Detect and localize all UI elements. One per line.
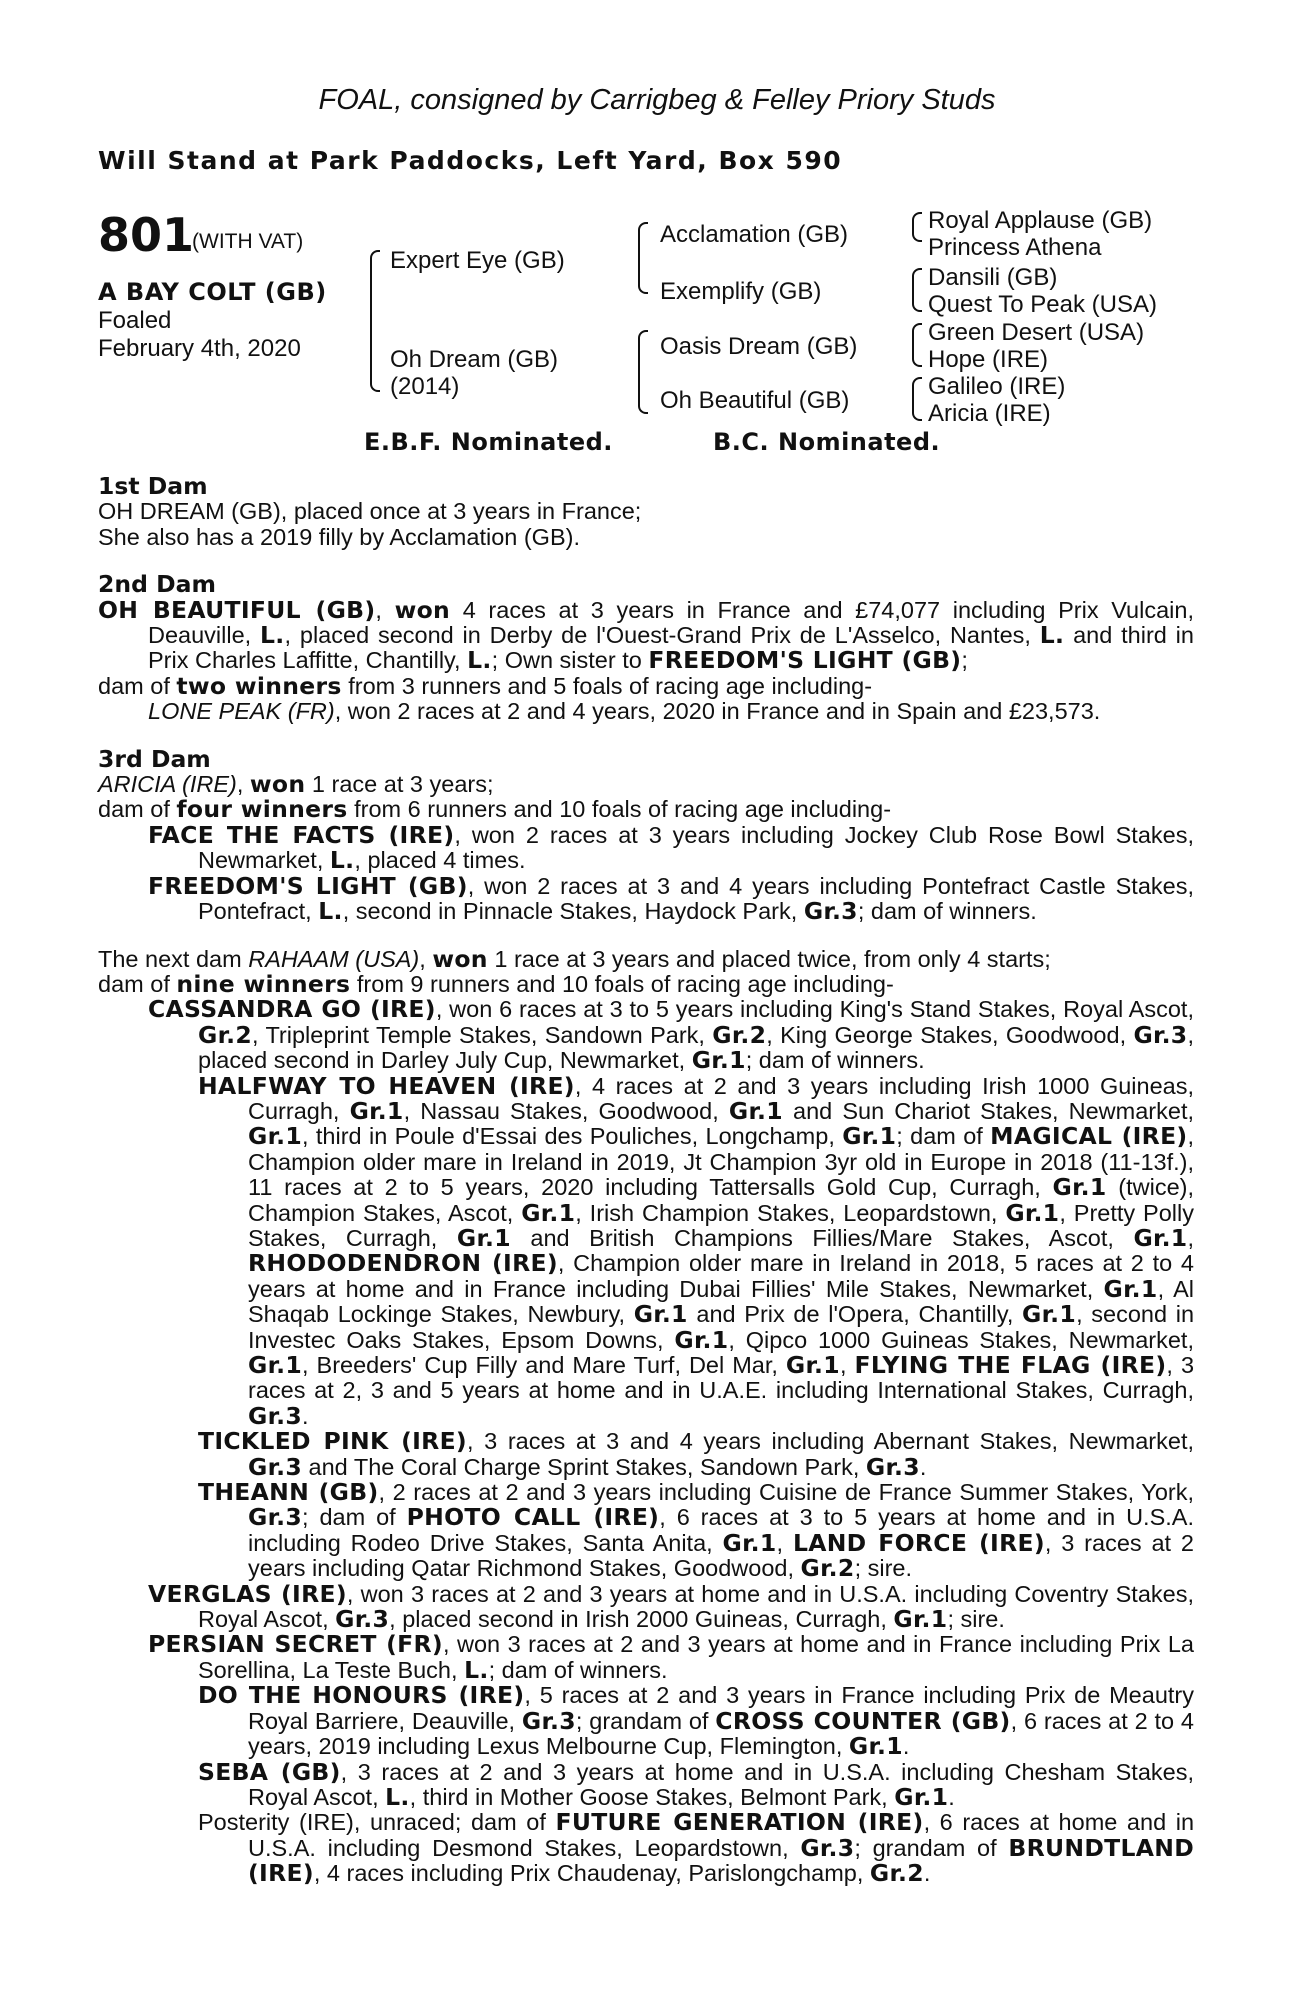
pedigree-brace-sire [638,222,648,294]
foaled-label: Foaled [98,307,172,334]
produce-do-the-honours: DO THE HONOURS (IRE), 5 races at 2 and 3 years in France including Prix de Meautry Royal Barriere, Deauville, Gr.3; grandam of CROSS COUNTER (GB), 6 races at 2 to 4 years, 2019 including Lexus Melbourne Cup, Flemington, Gr.1. [198,1681,1194,1761]
pedigree-g4: Quest To Peak (USA) [928,291,1157,318]
produce-halfway-to-heaven: HALFWAY TO HEAVEN (IRE), 4 races at 2 and 3 years including Irish 1000 Guineas, Curragh, Gr.1, Nassau Stakes, Goodwood, Gr.1 and Sun Chariot Stakes, Newmarket, Gr.1, third in Poule d'Essai des Pouliches, Longchamp, Gr.1; dam of MAGICAL (IRE), Champion older mare in Ireland in 2019, Jt Champion 3yr old in Europe in 2018 (11-13f.), 11 races at 2 to 5 years, 2020 including Tattersalls Gold Cup, Curragh, Gr.1 (twice), Champion Stakes, Ascot, Gr.1, Irish Champion Stakes, Leopardstown, Gr.1, Pretty Polly Stakes, Curragh, Gr.1 and British Champions Fillies/Mare Stakes, Ascot, Gr.1, RHODODENDRON (IRE), Champion older mare in Ireland in 2018, 5 races at 2 to 4 years at home and in France including Dubai Fillies' Mile Stakes, Newmarket, Gr.1, Al Shaqab Lockinge Stakes, Newbury, Gr.1 and Prix de l'Opera, Chantilly, Gr.1, second in Investec Oaks Stakes, Epsom Downs, Gr.1, Qipco 1000 Guineas Stakes, Newmarket, Gr.1, Breeders' Cup Filly and Mare Turf, Del Mar, Gr.1, FLYING THE FLAG (IRE), 3 races at 2, 3 and 5 years at home and in U.A.E. including International Stakes, Curragh, Gr.3. [198,1071,1195,1430]
pedigree-g3: Dansili (GB) [928,264,1058,291]
next-dam-summary: dam of nine winners from 9 runners and 10 foals of racing age including- [98,969,894,998]
next-dam-intro: The next dam RAHAAM (USA), won 1 race at 3 years and placed twice, from only 4 starts; [98,944,1051,973]
third-dam-section [98,744,1195,926]
produce-theann: THEANN (GB), 2 races at 2 and 3 years including Cuisine de France Summer Stakes, York, Gr.3; dam of PHOTO CALL (IRE), 6 races at 3 to 5 years at home and in U.S.A. including Rodeo Drive Stakes, Santa Anita, Gr.1, LAND FORCE (IRE), 3 races at 2 years including Qatar Richmond Stakes, Goodwood, Gr.2; sire. [198,1478,1195,1583]
second-dam-produce: LONE PEAK (FR), won 2 races at 2 and 4 years, 2020 in France and in Spain and £23,573. [148,698,1101,725]
produce-seba: SEBA (GB), 3 races at 2 and 3 years at home and in U.S.A. including Chesham Stakes, Royal Ascot, L., third in Mother Goose Stakes, Belmont Park, Gr.1. [198,1757,1194,1811]
pedigree-g7: Galileo (IRE) [928,373,1066,400]
produce-posterity: Posterity (IRE), unraced; dam of FUTURE GENERATION (IRE), 6 races at home and in U.S.A. including Desmond Stakes, Leopardstown, Gr.3; grandam of BRUNDTLAND (IRE), 4 races including Prix Chaudenay, Parislongchamp, Gr.2. [198,1808,1195,1888]
pedigree-sire-dam: Exemplify (GB) [660,278,822,305]
pedigree-brace-dam [638,330,648,414]
pedigree-g1: Royal Applause (GB) [928,207,1153,234]
pedigree-brace-g4 [912,377,922,421]
consigner-line: FOAL, consigned by Carrigbeg & Felley Priory Studs [318,84,996,116]
bc-nominated: B.C. Nominated. [713,428,941,456]
third-dam-entry: ARICIA (IRE), won 1 race at 3 years; [98,770,494,799]
stand-location: Will Stand at Park Paddocks, Left Yard, Box 590 [98,146,843,175]
ebf-nominated: E.B.F. Nominated. [364,428,613,456]
third-dam-produce-1: FACE THE FACTS (IRE), won 2 races at 3 years including Jockey Club Rose Bowl Stakes, Newmarket, L., placed 4 times. [148,820,1194,875]
foaled-date: February 4th, 2020 [98,335,301,362]
pedigree-dam-sire: Oasis Dream (GB) [660,333,858,360]
first-dam-heading: 1st Dam [98,472,208,500]
produce-cassandra-go: CASSANDRA GO (IRE), won 6 races at 3 to 5 years including King's Stand Stakes, Royal Ascot, Gr.2, Tripleprint Temple Stakes, Sandown Park, Gr.2, King George Stakes, Goodwood, Gr.3, placed second in Darley July Cup, Newmarket, Gr.1; dam of winners. [148,995,1194,1075]
second-dam-heading: 2nd Dam [98,570,216,599]
third-dam-heading: 3rd Dam [98,744,211,773]
pedigree-g6: Hope (IRE) [928,346,1049,373]
pedigree-brace-g2 [912,268,922,312]
first-dam-section [98,474,1194,550]
catalogue-body [98,474,1194,1887]
next-dam-section [98,944,1195,1888]
pedigree-g2: Princess Athena [928,234,1102,261]
pedigree-g5: Green Desert (USA) [928,319,1145,346]
pedigree-dam-dam: Oh Beautiful (GB) [660,387,850,414]
pedigree-brace-g3 [912,323,922,367]
third-dam-produce-2: FREEDOM'S LIGHT (GB), won 2 races at 3 and 4 years including Pontefract Castle Stakes, Pontefract, L., second in Pinnacle Stakes, Haydock Park, Gr.3; dam of winners. [148,871,1195,926]
pedigree-sire-sire: Acclamation (GB) [660,221,849,248]
second-dam-entry: OH BEAUTIFUL (GB), won 4 races at 3 years in France and £74,077 including Prix Vulcain, Deauville, L., placed second in Derby de l'Ouest-Grand Prix de L'Asselco, Nantes, L. and third in Prix Charles Laffitte, Chantilly, L.; Own sister to FREEDOM'S LIGHT (GB); [98,595,1194,675]
first-dam-produce: She also has a 2019 filly by Acclamation (GB). [98,523,580,550]
lot-number: 801 [98,208,195,262]
third-dam-summary: dam of four winners from 6 runners and 10 foals of racing age including- [98,795,892,824]
pedigree-g8: Aricia (IRE) [928,400,1051,427]
pedigree-brace-parents [370,250,380,392]
pedigree-sire: Expert Eye (GB) [390,247,565,274]
pedigree-brace-g1 [912,212,922,242]
second-dam-summary: dam of two winners from 3 runners and 5 foals of racing age including- [98,671,873,700]
produce-tickled-pink: TICKLED PINK (IRE), 3 races at 3 and 4 years including Abernant Stakes, Newmarket, Gr.3 and The Coral Charge Sprint Stakes, Sandown Park, Gr.3. [198,1427,1194,1481]
first-dam-line: OH DREAM (GB), placed once at 3 years in France; [98,498,642,525]
produce-verglas: VERGLAS (IRE), won 3 races at 2 and 3 years at home and in U.S.A. including Coventry Stakes, Royal Ascot, Gr.3, placed second in Irish 2000 Guineas, Curragh, Gr.1; sire. [148,1579,1194,1634]
horse-description: A BAY COLT (GB) [98,278,327,306]
pedigree-dam: Oh Dream (GB) [390,346,559,373]
second-dam-section [98,572,1194,724]
pedigree-dam-year: (2014) [390,373,460,400]
produce-persian-secret: PERSIAN SECRET (FR), won 3 races at 2 and 3 years at home and in France including Prix La Sorellina, La Teste Buch, L.; dam of winners. [148,1630,1194,1684]
vat-note: (WITH VAT) [192,230,304,253]
